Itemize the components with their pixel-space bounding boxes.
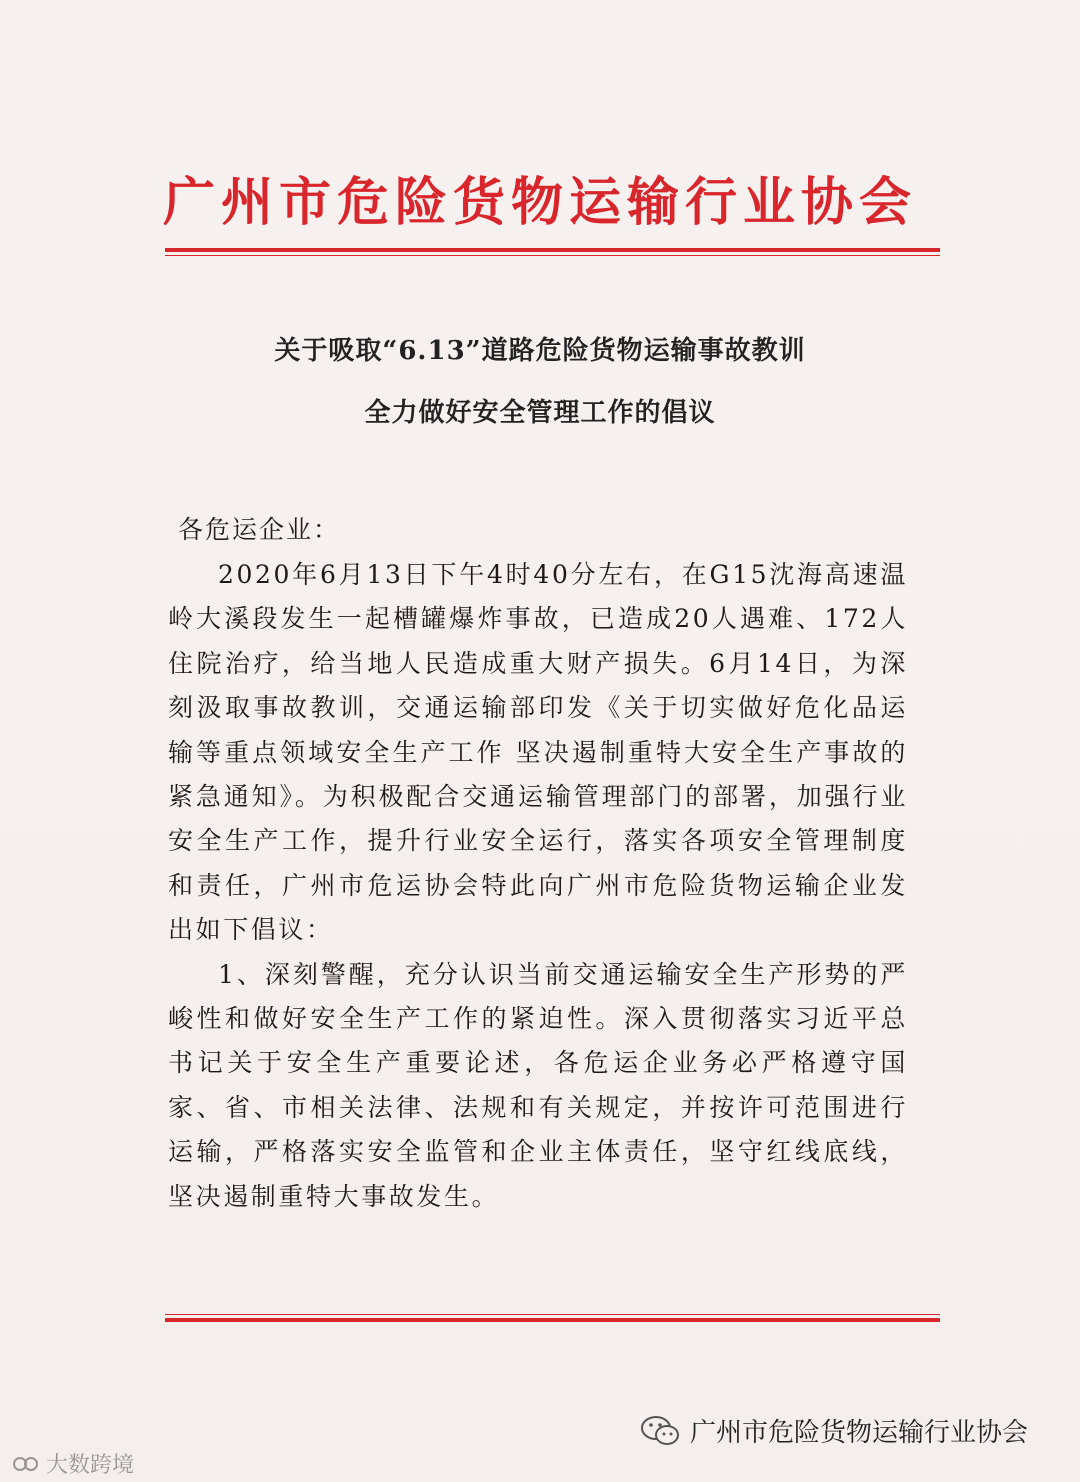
footer-rule-thin-line [165, 1314, 940, 1315]
watermark-logo-icon [12, 1453, 40, 1475]
wechat-account-attribution [640, 1412, 1028, 1449]
watermark-text: 大数跨境 [46, 1453, 135, 1478]
rule-thick-line [165, 248, 940, 252]
footer-rule-thick-line [165, 1318, 940, 1322]
body-paragraph-1: 2020年6月13日下午4时40分左右，在G15沈海高速温岭大溪段发生一起槽罐爆炸事故，已造成20人遇难、172人住院治疗，给当地人民造成重大财产损失。6月14日，为深刻汲取事故教训，交通运输部印发《关于切实做好危化品运输等重点领域安全生产工作 坚决遏制重特大安全生产事故的紧急通知》。为积极配合交通运输管理部门的部署，加强行业安全生产工作，提升行业安全运行，落实各项安全管理制度和责任，广州市危运协会特此向广州市危险货物运输企业发出如下倡议： [168, 560, 908, 945]
wechat-icon [640, 1414, 680, 1448]
wechat-account-name: 广州市危险货物运输行业协会 [690, 1418, 1029, 1448]
watermark [12, 1448, 134, 1479]
body-paragraph-2: 1、深刻警醒，充分认识当前交通运输安全生产形势的严峻性和做好安全生产工作的紧迫性。深入贯彻落实习近平总书记关于安全生产重要论述，各危运企业务必严格遵守国家、省、市相关法律、法规和有关规定，并按许可范围进行运输，严格落实安全监管和企业主体责任，坚守红线底线，坚决遏制重特大事故发生。 [168, 959, 908, 1211]
letterhead-red-rule [165, 248, 940, 256]
footer-red-rule [165, 1314, 940, 1322]
document-title-line-2: 全力做好安全管理工作的倡议 [364, 398, 716, 428]
letterhead-title: 广州市危险货物运输行业协会 [162, 172, 917, 233]
salutation: 各危运企业： [178, 515, 341, 544]
document-title-line-1: 关于吸取“6.13”道路危险货物运输事故教训 [274, 336, 806, 366]
rule-thin-line [165, 255, 940, 256]
document-body [168, 553, 908, 1219]
